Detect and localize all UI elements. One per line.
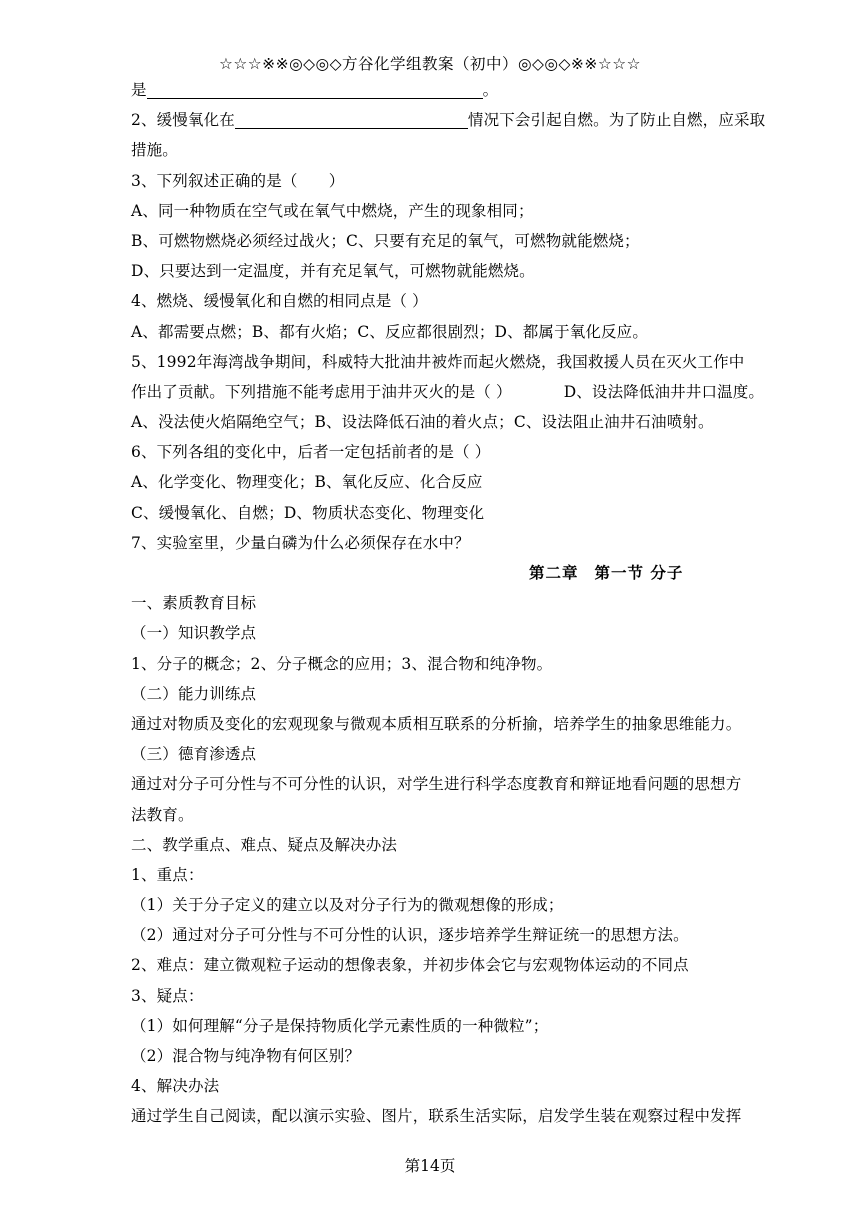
text-line: （1）如何理解“分子是保持物质化学元素性质的一种微粒”； xyxy=(131,1016,549,1035)
text-line xyxy=(131,75,811,105)
text-line: 1、分子的概念；2、分子概念的应用；3、混合物和纯净物。 xyxy=(131,654,553,673)
text-segment: 作出了贡献。下列措施不能考虑用于油井灭火的是（ ） xyxy=(131,382,512,401)
text-line: 1、重点： xyxy=(131,865,204,884)
option-line: A、没法使火焰隔绝空气；B、设法降低石油的着火点；C、设法阻止油井石油喷射。 xyxy=(131,413,714,432)
document-body xyxy=(131,75,811,1132)
text-line: （2）混合物与纯净物有何区别？ xyxy=(131,1047,361,1065)
text-segment: 2、缓慢氧化在 xyxy=(131,111,235,130)
page-number: 第14页 xyxy=(404,1157,456,1175)
text-line: 通过学生自己阅读，配以演示实验、图片，联系生活实际，启发学生装在观察过程中发挥 xyxy=(131,1107,742,1126)
fill-in-blank xyxy=(235,110,468,129)
text-line xyxy=(131,377,811,407)
subheading-line: （三）德育渗透点 xyxy=(131,745,257,764)
heading-line: 一、素质教育目标 xyxy=(131,594,257,613)
chapter-label: 第二章 xyxy=(529,563,579,582)
subheading-line: （二）能力训练点 xyxy=(131,684,257,703)
text-segment: 是 xyxy=(131,81,147,99)
section-title xyxy=(131,558,811,588)
option-line: A、同一种物质在空气或在氧气中燃烧，产生的现象相同； xyxy=(131,201,534,220)
text-line: 2、难点：建立微观粒子运动的想像表象，并初步体会它与宏观物体运动的不同点 xyxy=(131,956,689,975)
text-line: 3、疑点： xyxy=(131,986,204,1005)
option-line: D、只要达到一定温度，并有充足氧气，可燃物就能燃烧。 xyxy=(131,262,535,281)
text-segment: 。 xyxy=(482,81,499,99)
text-segment: 情况下会引起自燃。为了防止自燃，应采取 xyxy=(467,111,766,130)
text-line: （1）关于分子定义的建立以及对分子行为的微观想像的形成； xyxy=(131,896,564,915)
heading-line: 二、教学重点、难点、疑点及解决办法 xyxy=(131,835,398,854)
question-line: 3、下列叙述正确的是（ ） xyxy=(131,171,345,190)
text-line: 措施。 xyxy=(131,141,178,160)
question-line: 6、下列各组的变化中，后者一定包括前者的是（ ） xyxy=(131,443,491,462)
page-header: ☆☆☆※※◎◇◎◇方谷化学组教案（初中）◎◇◎◇※※☆☆☆ xyxy=(218,55,642,73)
question-line: 5、1992年海湾战争期间，科威特大批油井被炸而起火燃烧，我国救援人员在灭火工作中 xyxy=(131,352,745,371)
text-line: 通过对分子可分性与不可分性的认识，对学生进行科学态度教育和辩证地看问题的思想方 xyxy=(131,775,742,794)
text-segment: D、设法降低油井井口温度。 xyxy=(563,382,765,401)
option-line: A、化学变化、物理变化；B、氧化反应、化合反应 xyxy=(131,473,483,492)
option-line: A、都需要点燃；B、都有火焰；C、反应都很剧烈；D、都属于氧化反应。 xyxy=(131,322,648,341)
option-line: C、缓慢氧化、自燃；D、物质状态变化、物理变化 xyxy=(131,503,485,522)
question-line: 4、燃烧、缓慢氧化和自燃的相同点是（ ） xyxy=(131,292,428,311)
subheading-line: （一）知识教学点 xyxy=(131,624,257,643)
section-label: 第一节 分子 xyxy=(594,563,684,582)
text-line xyxy=(131,105,811,135)
text-line: 通过对物质及变化的宏观现象与微观本质相互联系的分析揄，培养学生的抽象思维能力。 xyxy=(131,714,742,733)
fill-in-blank xyxy=(147,80,483,99)
text-line: 4、解决办法 xyxy=(131,1077,220,1096)
question-line: 7、实验室里，少量白磷为什么必须保存在水中？ xyxy=(131,533,470,552)
text-line: （2）通过对分子可分性与不可分性的认识，逐步培养学生辩证统一的思想方法。 xyxy=(131,926,689,945)
text-line: 法教育。 xyxy=(131,805,194,824)
option-line: B、可燃物燃烧必须经过战火；C、只要有充足的氧气，可燃物就能燃烧； xyxy=(131,231,640,250)
